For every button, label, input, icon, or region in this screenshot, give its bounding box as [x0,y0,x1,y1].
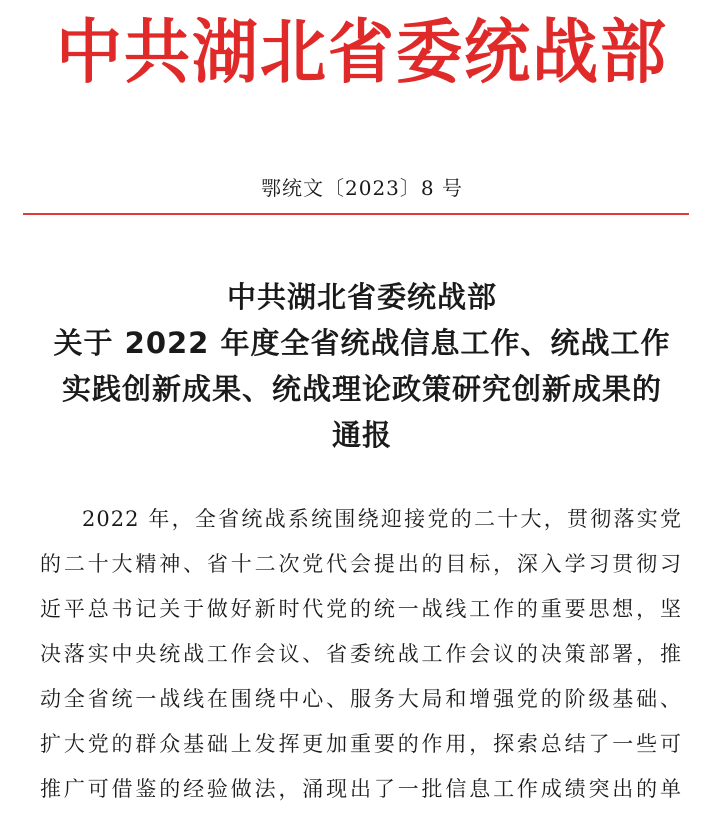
body-line-5: 动全省统一战线在围绕中心、服务大局和增强党的阶级基础、 [40,687,682,711]
body-line-1: 2022 年，全省统战系统围绕迎接党的二十大，贯彻落实党 [82,507,682,531]
title-line-1: 中共湖北省委统战部 [226,280,497,314]
document-number: 鄂统文〔2023〕8 号 [261,176,463,200]
body-line-6: 扩大党的群众基础上发挥更加重要的作用，探索总结了一些可 [40,732,682,756]
body-line-3: 近平总书记关于做好新时代党的统一战线工作的重要思想，坚 [40,597,682,621]
title-line-2: 关于 2022 年度全省统战信息工作、统战工作 [53,326,671,360]
title-line-4: 通报 [331,418,392,452]
body-line-2: 的二十大精神、省十二次党代会提出的目标，深入学习贯彻习 [40,552,682,576]
body-line-4: 决落实中央统战工作会议、省委统战工作会议的决策部署，推 [40,642,682,666]
notice-title [0,274,724,458]
masthead-title: 中共湖北省委统战部 [56,12,668,93]
body-paragraph [40,497,682,812]
red-divider-line [23,213,689,215]
body-line-7: 推广可借鉴的经验做法，涌现出了一批信息工作成绩突出的单 [40,777,682,801]
title-line-3: 实践创新成果、统战理论政策研究创新成果的 [61,372,662,406]
